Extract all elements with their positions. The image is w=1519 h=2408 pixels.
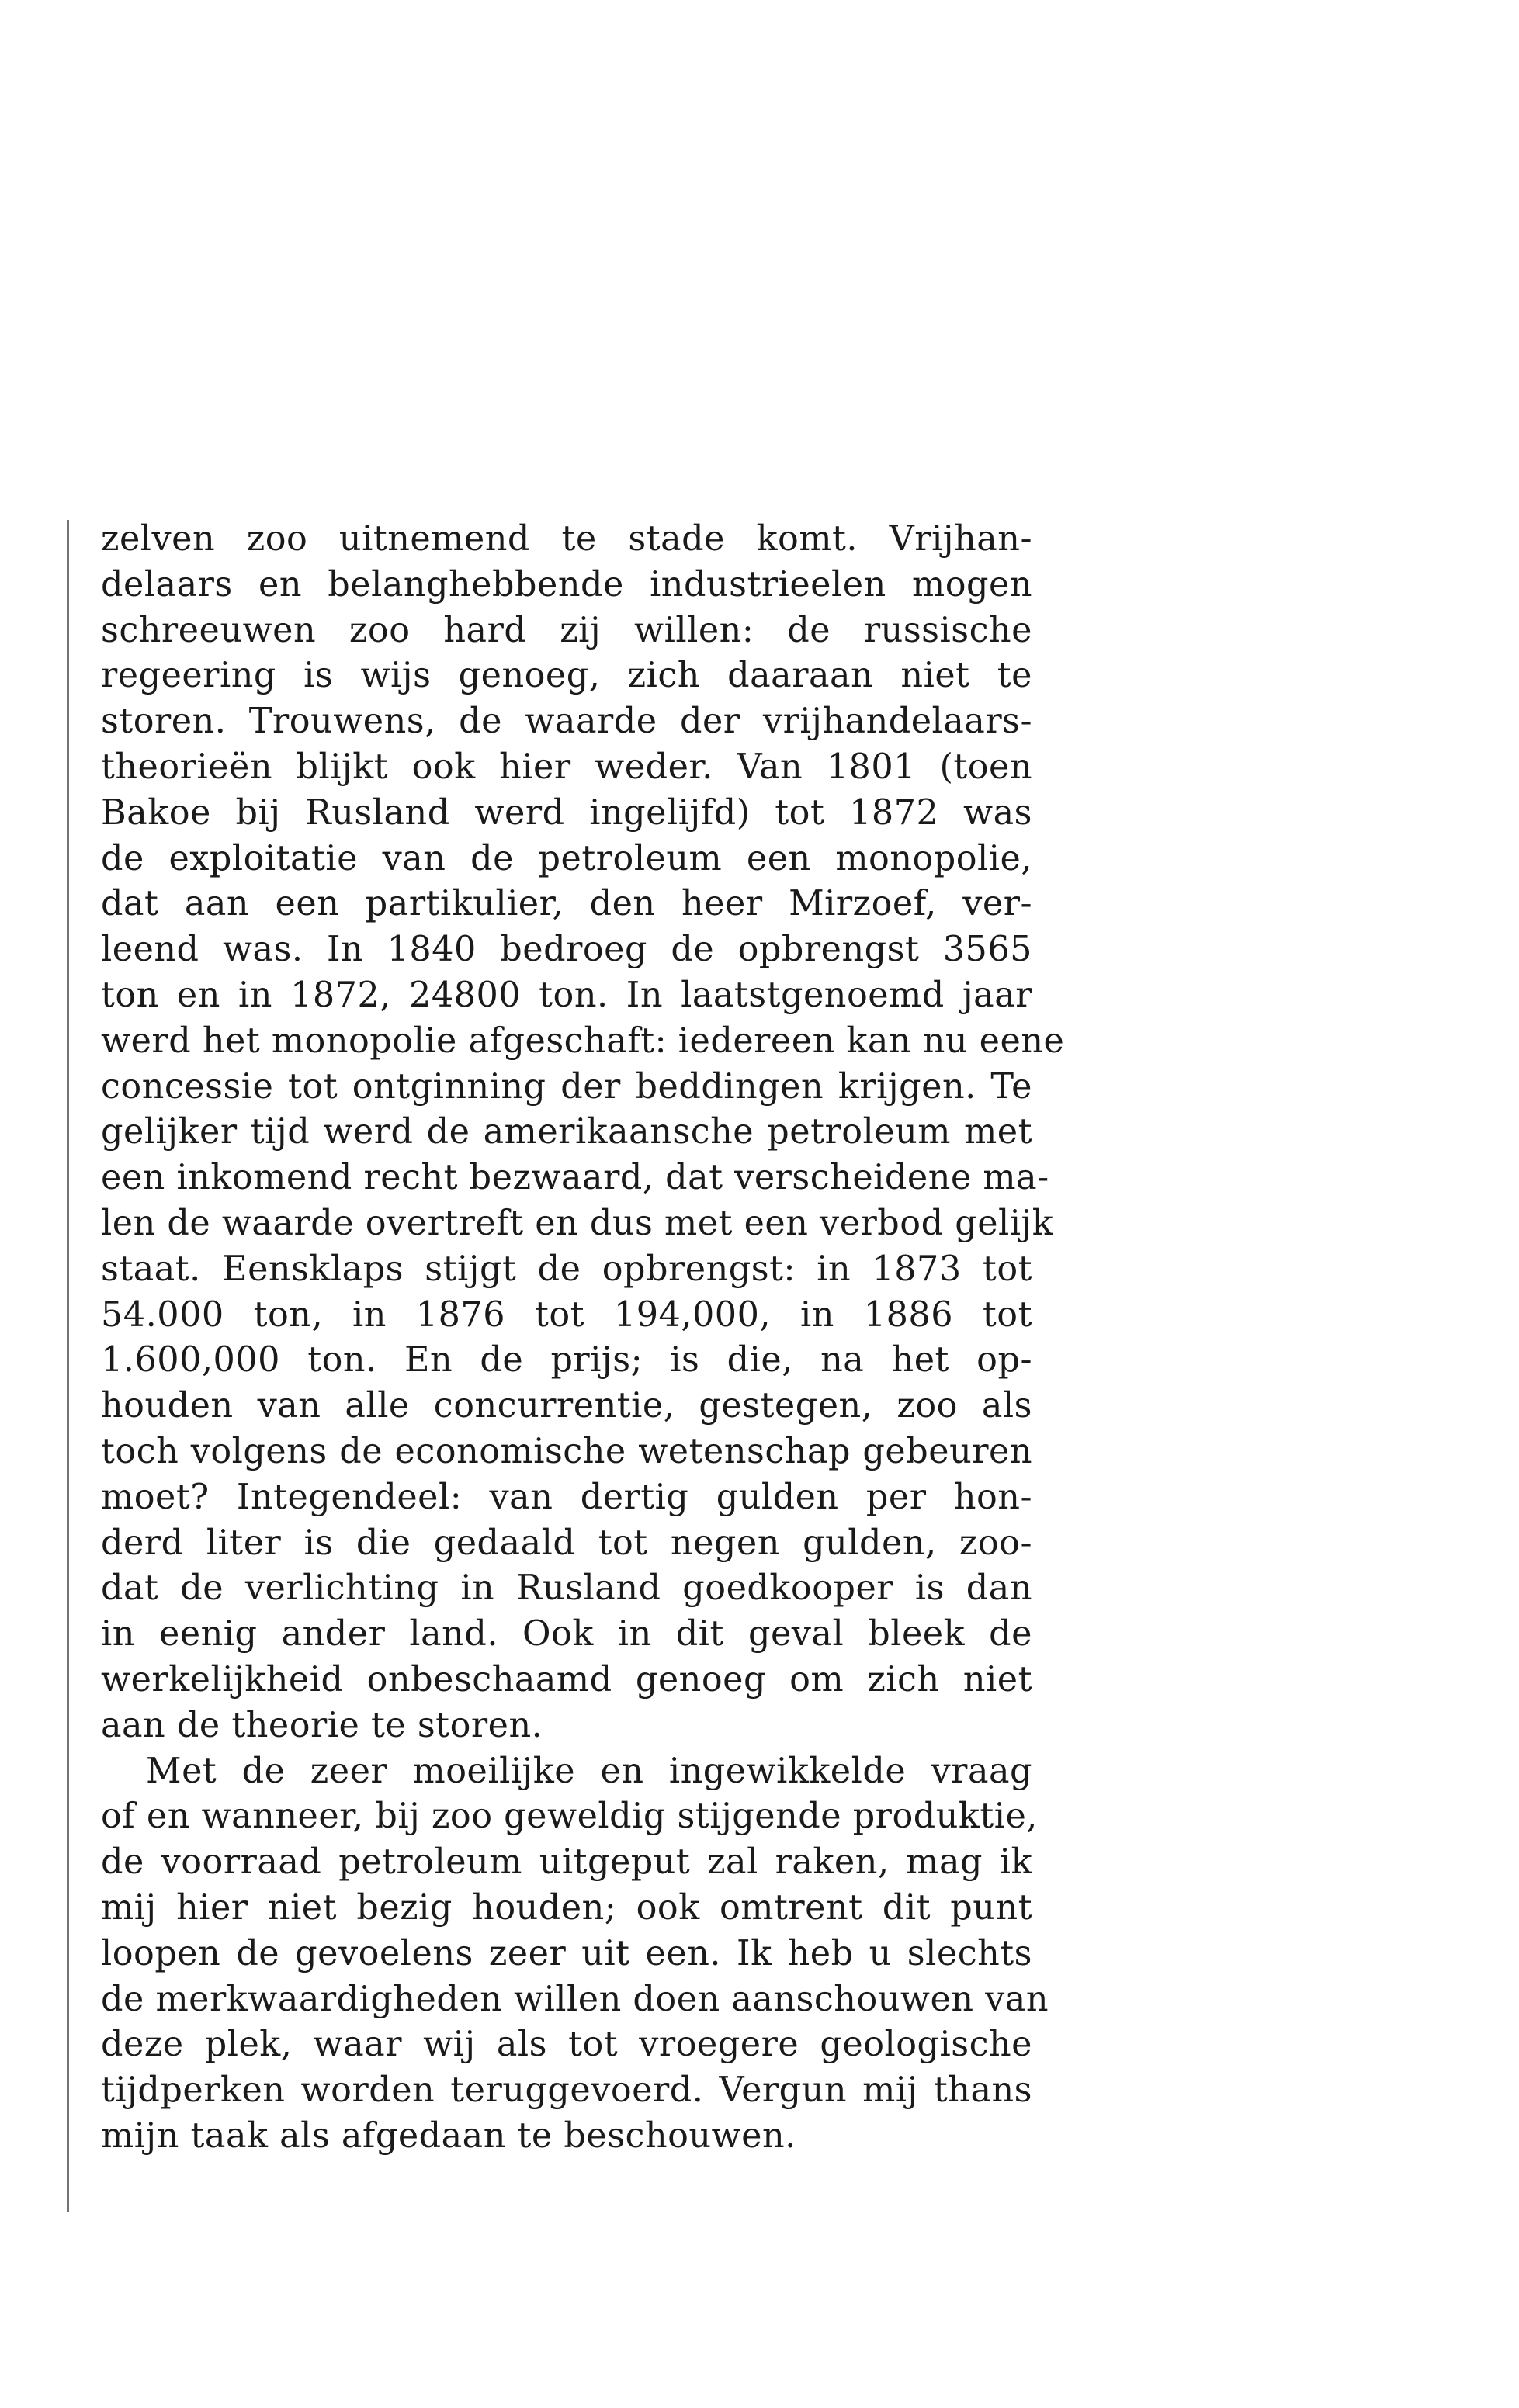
text-line: werd het monopolie afgeschaft: iedereen kan nu eene [101,1020,1065,1061]
text-line: ton en in 1872, 24800 ton. In laatstgenoemd jaar [101,975,1032,1015]
text-line: moet? Integendeel: van dertig gulden per hon- [101,1477,1032,1517]
text-line: werkelijkheid onbeschaamd genoeg om zich niet [101,1659,1032,1699]
text-line: len de waarde overtreft en dus met een verbod gelijk [101,1203,1054,1243]
body-text [101,517,1065,2160]
text-line: of en wanneer, bij zoo geweldig stijgende produktie, [101,1796,1038,1837]
text-line: theorieën blijkt ook hier weder. Van 1801 (toen [101,747,1032,787]
text-line: toch volgens de economische wetenschap gebeuren [101,1431,1032,1471]
text-line: 54.000 ton, in 1876 tot 194,000, in 1886 tot [101,1294,1032,1335]
text-line: deze plek, waar wij als tot vroegere geologische [101,2025,1032,2065]
text-line: staat. Eensklaps stijgt de opbrengst: in 1873 tot [101,1249,1032,1289]
text-line: de merkwaardigheden willen doen aanschouwen van [101,1979,1049,2019]
text-line: houden van alle concurrentie, gestegen, zoo als [101,1386,1032,1426]
text-line: in eenig ander land. Ook in dit geval bleek de [101,1614,1032,1654]
text-line: Bakoe bij Rusland werd ingelijfd) tot 1872 was [101,792,1032,833]
text-line: 1.600,000 ton. En de prijs; is die, na het op- [101,1340,1032,1381]
text-line: dat de verlichting in Rusland goedkooper is dan [101,1568,1032,1609]
text-line: delaars en belanghebbende industrieelen mogen [101,564,1032,605]
text-line: concessie tot ontginning der beddingen krijgen. Te [101,1066,1032,1107]
text-line: de exploitatie van de petroleum een monopolie, [101,838,1032,878]
text-line: aan de theorie te storen. [101,1705,543,1745]
page-binding-edge [67,520,69,2212]
text-line: Met de zeer moeilijke en ingewikkelde vraag [146,1751,1032,1791]
text-line: een inkomend recht bezwaard, dat verscheidene ma- [101,1158,1049,1198]
text-line: gelijker tijd werd de amerikaansche petroleum met [101,1112,1032,1152]
text-line: tijdperken worden teruggevoerd. Vergun mij thans [101,2070,1032,2111]
text-line: regeering is wijs genoeg, zich daaraan niet te [101,656,1032,696]
text-line: de voorraad petroleum uitgeput zal raken, mag ik [101,1842,1032,1883]
text-line: mijn taak als afgedaan te beschouwen. [101,2115,796,2156]
text-line: leend was. In 1840 bedroeg de opbrengst 3565 [101,930,1032,970]
text-line: dat aan een partikulier, den heer Mirzoef, ver- [101,884,1032,924]
text-line: loopen de gevoelens zeer uit een. Ik heb u slechts [101,1933,1032,1973]
text-line: schreeuwen zoo hard zij willen: de russische [101,610,1032,650]
text-line: zelven zoo uitnemend te stade komt. Vrijhan- [101,519,1032,559]
text-line: derd liter is die gedaald tot negen gulden, zoo- [101,1523,1032,1563]
text-line: mij hier niet bezig houden; ook omtrent dit punt [101,1887,1032,1928]
text-line: storen. Trouwens, de waarde der vrijhandelaars- [101,702,1032,742]
